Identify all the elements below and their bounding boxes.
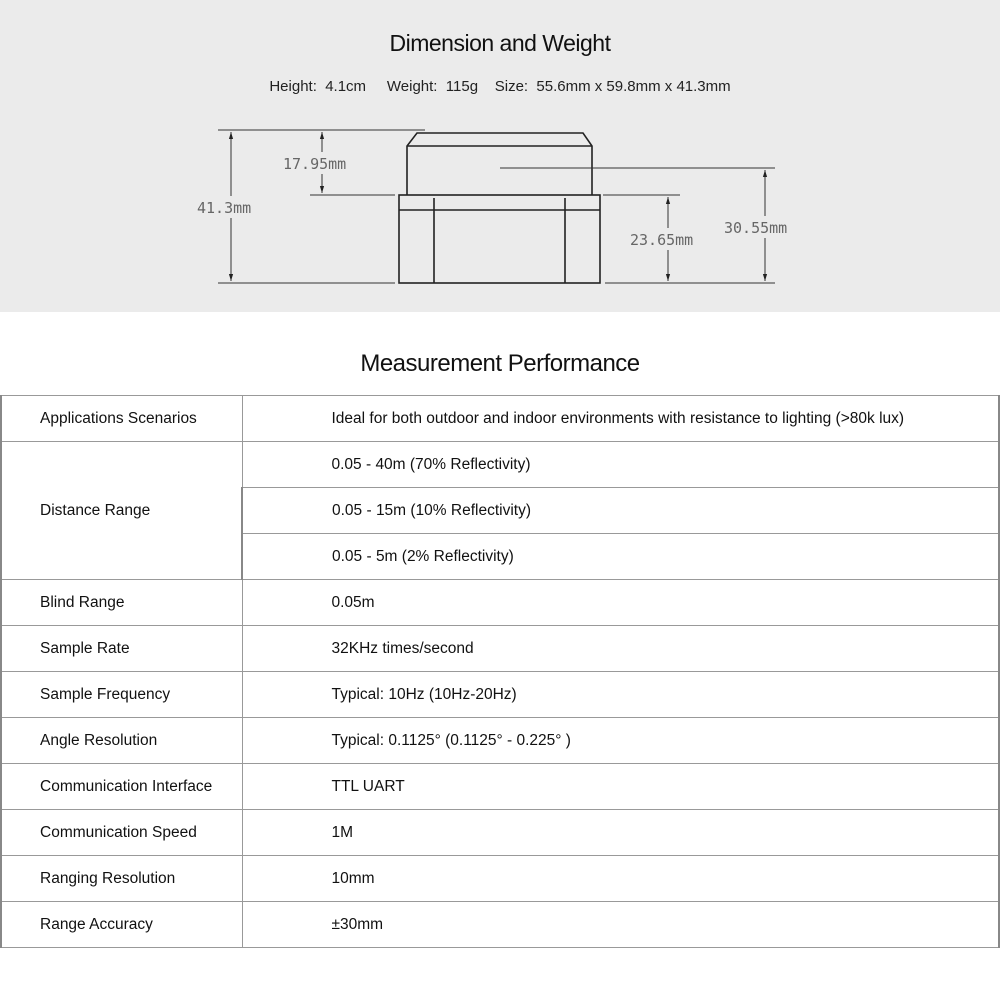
performance-table xyxy=(0,395,1000,948)
table-row xyxy=(1,718,999,764)
row-value: 0.05 - 40m (70% Reflectivity) xyxy=(242,442,999,488)
row-value: 0.05m xyxy=(242,580,999,626)
label-total-height: 41.3mm xyxy=(197,199,252,217)
row-label: Sample Frequency xyxy=(1,672,242,718)
row-value: Typical: 10Hz (10Hz-20Hz) xyxy=(242,672,999,718)
table-row xyxy=(1,672,999,718)
sensor-outline xyxy=(399,133,600,283)
label-base-height: 23.65mm xyxy=(630,231,694,249)
label-center-height: 30.55mm xyxy=(724,219,788,237)
sensor-dimension-drawing xyxy=(0,0,1000,312)
row-value: 0.05 - 5m (2% Reflectivity) xyxy=(242,534,999,580)
row-label: Angle Resolution xyxy=(1,718,242,764)
table-row xyxy=(1,442,999,488)
performance-title: Measurement Performance xyxy=(360,350,640,377)
dimension-specs: Height: 4.1cm Weight: 115g Size: 55.6mm x 59.8mm x 41.3mm xyxy=(269,78,731,95)
row-value: ±30mm xyxy=(242,902,999,948)
row-value: 32KHz times/second xyxy=(242,626,999,672)
table-row xyxy=(1,626,999,672)
row-value: 10mm xyxy=(242,856,999,902)
row-value: Ideal for both outdoor and indoor environments with resistance to lighting (>80k lux) xyxy=(242,396,999,442)
row-label: Communication Interface xyxy=(1,764,242,810)
table-row xyxy=(1,856,999,902)
table-row xyxy=(1,764,999,810)
table-row xyxy=(1,396,999,442)
table-row xyxy=(1,810,999,856)
table-row xyxy=(1,580,999,626)
table-row xyxy=(1,902,999,948)
row-value: Typical: 0.1125° (0.1125° - 0.225° ) xyxy=(242,718,999,764)
row-label: Blind Range xyxy=(1,580,242,626)
row-label: Applications Scenarios xyxy=(1,396,242,442)
row-label: Range Accuracy xyxy=(1,902,242,948)
row-value: 0.05 - 15m (10% Reflectivity) xyxy=(242,488,999,534)
dimension-title: Dimension and Weight xyxy=(389,30,611,56)
row-label: Communication Speed xyxy=(1,810,242,856)
row-value: 1M xyxy=(242,810,999,856)
row-label: Sample Rate xyxy=(1,626,242,672)
row-label: Distance Range xyxy=(1,442,242,580)
label-top-height: 17.95mm xyxy=(283,155,347,173)
row-value: TTL UART xyxy=(242,764,999,810)
row-label: Ranging Resolution xyxy=(1,856,242,902)
